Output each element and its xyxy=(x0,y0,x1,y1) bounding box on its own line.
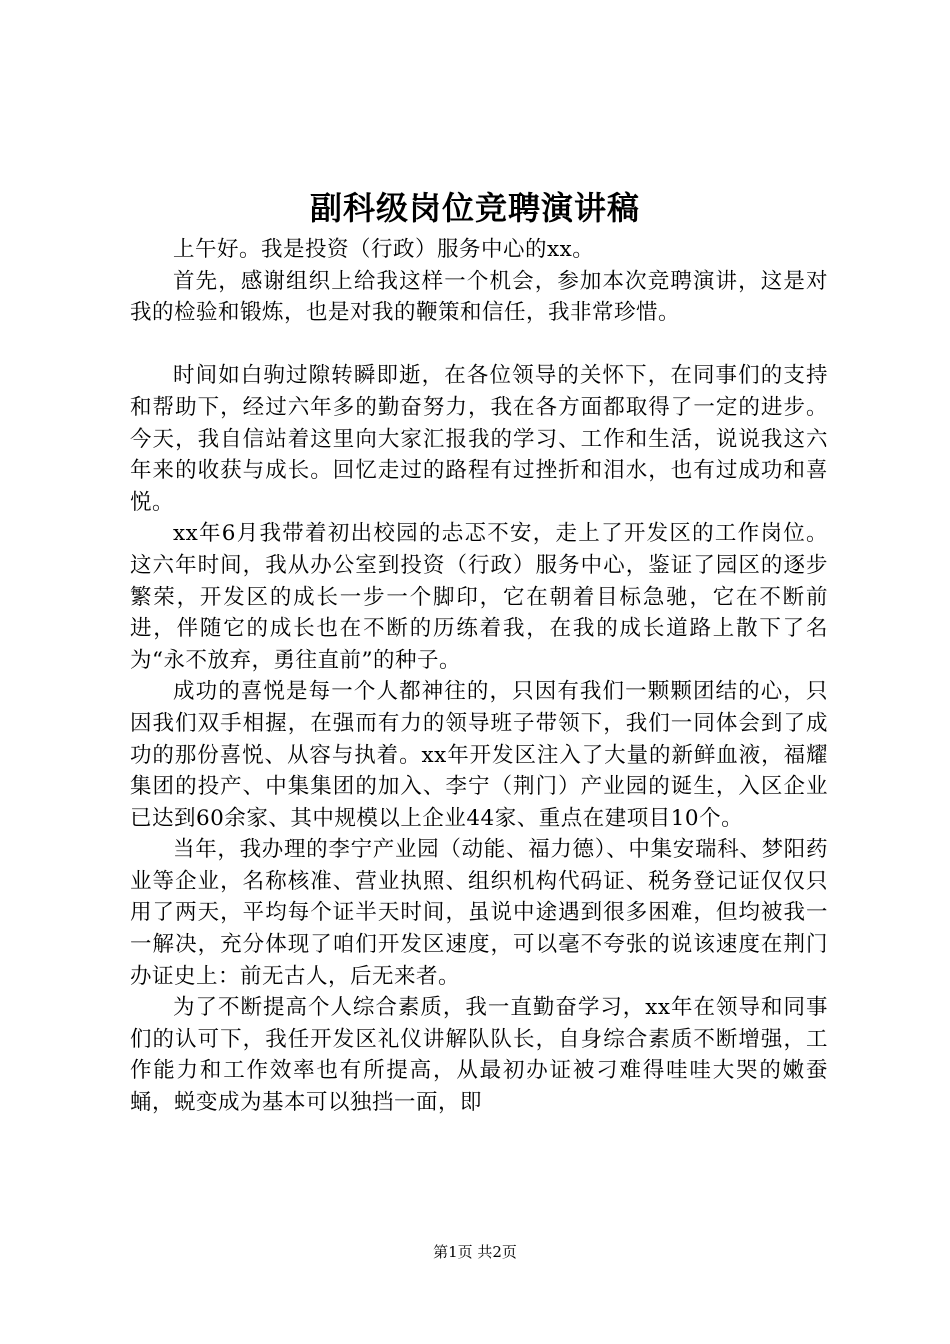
document-body xyxy=(130,234,828,1119)
paragraph-greeting: 上午好。我是投资（行政）服务中心的xx。 xyxy=(173,237,595,262)
paragraph-review: 时间如白驹过隙转瞬即逝，在各位领导的关怀下，在同事们的支持和帮助下，经过六年多的勤奋努力，我在各方面都取得了一定的进步。今天，我自信站着这里向大家汇报我的学习、工作和生活，说说我这六年来的收获与成长。回忆走过的路程有过挫折和泪水，也有过成功和喜悦。 xyxy=(130,363,828,515)
page-number: 第1页 共2页 xyxy=(433,1243,517,1261)
paragraph-thanks: 首先，感谢组织上给我这样一个机会，参加本次竞聘演讲，这是对我的检验和锻炼，也是对我的鞭策和信任，我非常珍惜。 xyxy=(130,268,828,326)
paragraph-achievements: 当年，我办理的李宁产业园（动能、福力德）、中集安瑞科、梦阳药业等企业，名称核准、营业执照、组织机构代码证、税务登记证仅仅只用了两天，平均每个证半天时间，虽说中途遇到很多困难，但均被我一一解决，充分体现了咱们开发区速度，可以毫不夸张的说该速度在荆门办证史上：前无古人，后无来者。 xyxy=(130,837,828,989)
paragraph-gap xyxy=(130,329,828,361)
paragraph-career-start: xx年6月我带着初出校园的忐忑不安，走上了开发区的工作岗位。这六年时间，我从办公室到投资（行政）服务中心，鉴证了园区的逐步繁荣，开发区的成长一步一个脚印，它在朝着目标急驰，它在不断前进，伴随它的成长也在不断的历练着我，在我的成长道路上散下了名为“永不放弃，勇往直前”的种子。 xyxy=(130,521,828,673)
paragraph-self-improvement: 为了不断提高个人综合素质，我一直勤奋学习，xx年在领导和同事们的认可下，我任开发区礼仪讲解队队长，自身综合素质不断增强，工作能力和工作效率也有所提高，从最初办证被刁难得哇哇大哭的嫩蚕蛹，蜕变成为基本可以独挡一面，即 xyxy=(130,995,828,1116)
paragraph-success: 成功的喜悦是每一个人都神往的，只因有我们一颗颗团结的心，只因我们双手相握，在强而有力的领导班子带领下，我们一同体会到了成功的那份喜悦、从容与执着。xx年开发区注入了大量的新鲜血液，福耀集团的投产、中集集团的加入、李宁（荆门）产业园的诞生，入区企业已达到60余家、其中规模以上企业44家、重点在建项目10个。 xyxy=(130,679,828,831)
document-title: 副科级岗位竞聘演讲稿 xyxy=(309,189,640,227)
